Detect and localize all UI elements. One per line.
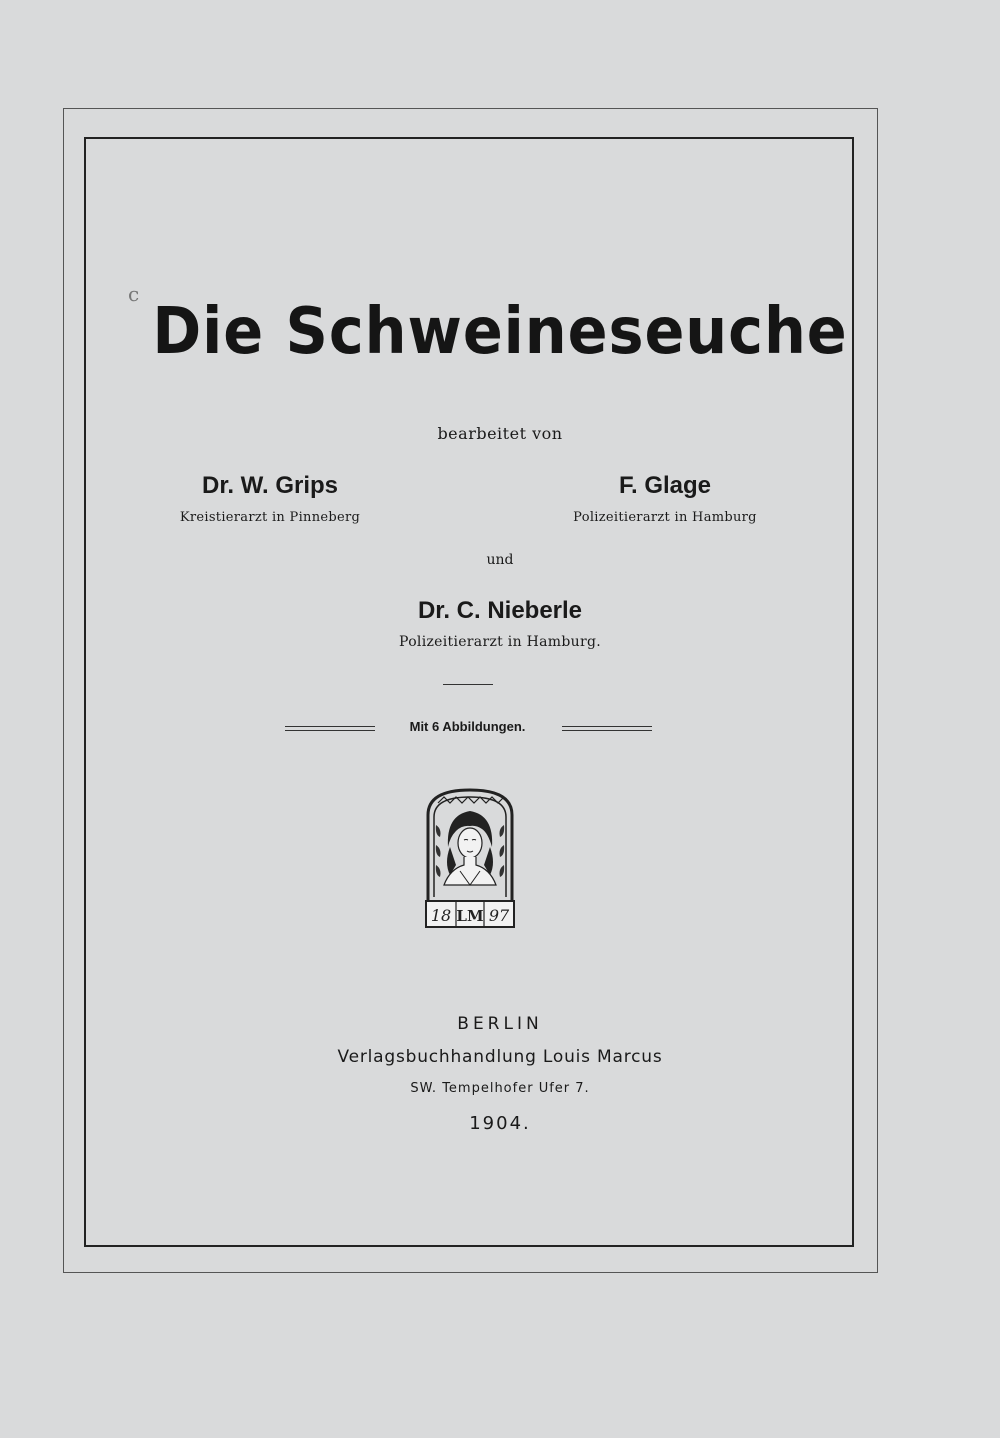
publisher-city: BERLIN	[457, 1014, 543, 1034]
publisher-address: SW. Tempelhofer Ufer 7.	[410, 1081, 590, 1096]
double-rule-right	[562, 726, 652, 731]
publication-year: 1904.	[469, 1113, 531, 1134]
illustrations-line	[0, 719, 1000, 739]
short-divider	[443, 684, 493, 685]
edited-by-label: bearbeitet von	[437, 424, 563, 443]
author-3-role: Polizeitierarzt in Hamburg.	[399, 634, 601, 650]
book-title: Die Schweineseuche	[152, 295, 848, 369]
conjunction-label: und	[486, 552, 514, 568]
author-1-name: Dr. W. Grips	[201, 472, 339, 499]
double-rule-left	[285, 726, 375, 731]
emblem-year-left: 18	[430, 906, 452, 925]
emblem-year-right: 97	[488, 906, 510, 925]
publisher-name: Verlagsbuchhandlung Louis Marcus	[337, 1047, 663, 1067]
author-3-name: Dr. C. Nieberle	[417, 597, 583, 624]
publisher-emblem-icon	[420, 785, 520, 933]
author-2-name: F. Glage	[618, 472, 712, 499]
illustrations-note: Mit 6 Abbildungen.	[409, 719, 526, 734]
margin-pencil-mark: c	[128, 282, 140, 306]
author-1-role: Kreistierarzt in Pinneberg	[179, 510, 361, 525]
author-2-role: Polizeitierarzt in Hamburg	[573, 510, 757, 525]
emblem-monogram: LM	[456, 907, 484, 925]
